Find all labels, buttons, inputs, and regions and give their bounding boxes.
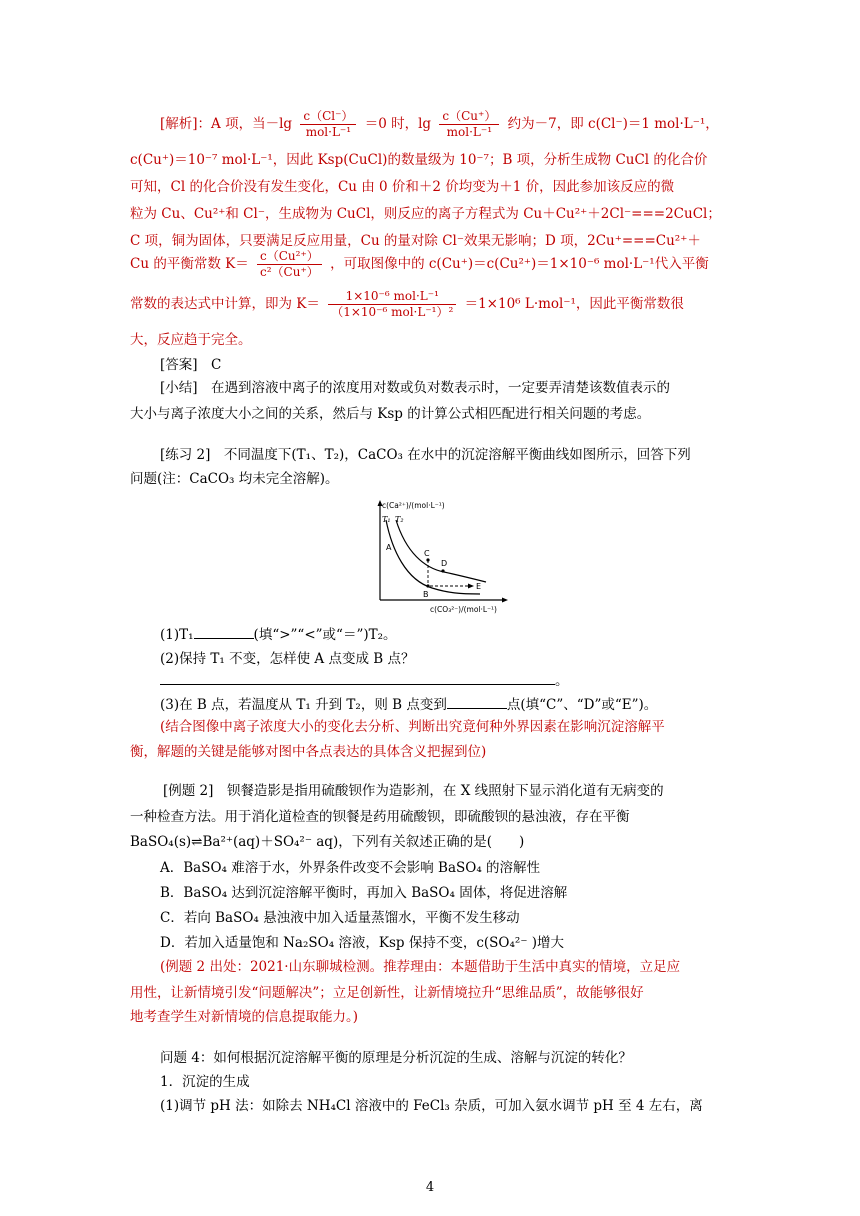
analysis-line-7 <box>130 289 730 320</box>
fraction-numerator: c（Cu²⁺） <box>257 249 322 265</box>
dashed-arrow <box>468 584 474 589</box>
example2-note-3: 地考查学生对新情境的信息提取能力。) <box>130 1009 359 1025</box>
label-b: B <box>423 590 429 599</box>
example2-line-2: 一种检查方法。用于消化道检查的钡餐是药用硫酸钡，即硫酸钡的悬浊液，存在平衡 <box>130 809 630 825</box>
fraction-numerator: c（Cl⁻） <box>300 109 356 125</box>
page-number: 4 <box>425 1180 435 1195</box>
example2-note-2: 用性，让新情境引发“问题解决”；立足创新性，让新情境拉升“思维品质”，故能够很好 <box>130 985 644 1001</box>
label-a: A <box>386 543 392 552</box>
answer-line: [答案] C <box>160 357 222 373</box>
x-axis-arrow <box>502 598 508 603</box>
fraction-k <box>257 249 322 280</box>
answer-blank[interactable] <box>194 624 254 639</box>
summary-line-1: [小结] 在遇到溶液中离子的浓度用对数或负对数表示时，一定要弄清楚该数值表示的 <box>160 380 671 396</box>
answer-blank-long[interactable] <box>160 670 555 685</box>
analysis-line-1 <box>160 109 760 140</box>
analysis-text: Cu 的平衡常数 K＝ <box>130 256 249 272</box>
answer-blank[interactable] <box>447 694 507 709</box>
analysis-line-3: 可知，Cl 的化合价没有发生变化，Cu 由 0 价和＋2 价均变为＋1 价，因此参加该反应的微 <box>130 179 675 195</box>
exercise2-question-2-answer <box>160 668 760 695</box>
analysis-text: ，可取图像中的 c(Cu⁺)＝c(Cu²⁺)＝1×10⁻⁶ mol·L⁻¹代入平衡 <box>330 256 709 272</box>
question-text: (3)在 B 点，若温度从 T₁ 升到 T₂，则 B 点变到 <box>160 697 447 713</box>
fraction-k-value <box>328 289 456 320</box>
analysis-line-5: C 项，铜为固体，只要满足反应用量，Cu 的量对除 Cl⁻效果无影响；D 项，2Cu⁺===Cu²⁺＋ <box>130 233 701 249</box>
analysis-text: 约为－7，即 c(Cl⁻)＝1 mol·L⁻¹， <box>507 116 719 132</box>
analysis-text: ＝0 时，lg <box>364 116 432 132</box>
analysis-line-2: c(Cu⁺)＝10⁻⁷ mol·L⁻¹，因此 Ksp(CuCl)的数量级为 10⁻⁷；B 项，分析生成物 CuCl 的化合价 <box>130 152 708 168</box>
point-c-dot <box>426 558 429 561</box>
example2-option-b: B．BaSO₄ 达到沉淀溶解平衡时，再加入 BaSO₄ 固体，将促进溶解 <box>160 885 568 901</box>
analysis-line-4: 粒为 Cu、Cu²⁺和 Cl⁻，生成物为 CuCl，则反应的离子方程式为 Cu＋Cu²⁺＋2Cl⁻===2CuCl； <box>130 206 721 222</box>
label-d: D <box>441 559 448 568</box>
example2-note-1: (例题 2 出处：2021·山东聊城检测。推荐理由：本题借助于生活中真实的情境，立足应 <box>160 959 681 975</box>
exercise2-line-2: 问题(注：CaCO₃ 均未完全溶解)。 <box>130 471 339 487</box>
question-text: (1)T₁ <box>160 627 194 643</box>
problem4-line-1: 问题 4：如何根据沉淀溶解平衡的原理是分析沉淀的生成、溶解与沉淀的转化？ <box>160 1050 632 1066</box>
problem4-line-3: (1)调节 pH 法：如除去 NH₄Cl 溶液中的 FeCl₃ 杂质，可加入氨水调节 pH 至 4 左右，离 <box>160 1098 703 1114</box>
exercise2-question-1 <box>160 622 760 649</box>
example2-line-3: BaSO₄(s)⇌Ba²⁺(aq)＋SO₄²⁻ aq)，下列有关叙述正确的是( ) <box>130 834 525 850</box>
example2-option-d: D．若加入适量饱和 Na₂SO₄ 溶液，Ksp 保持不变，c(SO₄²⁻ )增大 <box>160 935 565 951</box>
exercise2-note-2: 衡，解题的关键是能够对图中各点表达的具体含义把握到位) <box>130 744 487 760</box>
question-text: 。 <box>555 673 569 689</box>
fraction-denominator: （1×10⁻⁶ mol·L⁻¹）² <box>331 305 454 319</box>
y-axis-label: c(Ca²⁺)/(mol·L⁻¹) <box>382 501 445 510</box>
analysis-text: [解析]：A 项，当－lg <box>160 116 293 132</box>
point-d-dot <box>441 569 444 572</box>
solubility-curve-figure <box>368 494 512 616</box>
analysis-text: ＝1×10⁶ L·mol⁻¹，因此平衡常数很 <box>464 296 684 312</box>
label-e: E <box>476 582 482 591</box>
problem4-line-2: 1．沉淀的生成 <box>160 1074 250 1090</box>
fraction-denominator: c²（Cu⁺） <box>260 265 319 279</box>
example2-option-c: C．若向 BaSO₄ 悬浊液中加入适量蒸馏水，平衡不发生移动 <box>160 910 520 926</box>
x-axis-label: c(CO₃²⁻)/(mol·L⁻¹) <box>430 605 497 614</box>
label-t1: T₁ <box>382 515 391 524</box>
exercise2-line-1: [练习 2] 不同温度下(T₁、T₂)，CaCO₃ 在水中的沉淀溶解平衡曲线如图所示，回答下列 <box>160 447 691 463</box>
analysis-text: 常数的表达式中计算，即为 K＝ <box>130 296 320 312</box>
point-b-dot <box>426 584 429 587</box>
question-text: 点(填“C”、“D”或“E”)。 <box>506 697 658 713</box>
fraction-numerator: 1×10⁻⁶ mol·L⁻¹ <box>328 289 456 305</box>
fraction-denominator: mol·L⁻¹ <box>446 125 493 139</box>
analysis-line-8: 大，反应趋于完全。 <box>130 332 252 348</box>
example2-line-1: [例题 2] 钡餐造影是指用硫酸钡作为造影剂，在 X 线照射下显示消化道有无病变的 <box>163 783 664 799</box>
analysis-line-6 <box>130 249 730 280</box>
label-c: C <box>424 549 430 558</box>
summary-line-2: 大小与离子浓度大小之间的关系，然后与 Ksp 的计算公式相匹配进行相关问题的考虑。 <box>130 406 651 422</box>
exercise2-question-2: (2)保持 T₁ 不变，怎样使 A 点变成 B 点？ <box>160 651 415 667</box>
question-text: (填“>”“<”或“＝”)T₂。 <box>253 627 397 643</box>
fraction-cl <box>300 109 356 140</box>
label-t2: T₂ <box>395 515 404 524</box>
fraction-cu <box>439 109 499 140</box>
example2-option-a: A．BaSO₄ 难溶于水，外界条件改变不会影响 BaSO₄ 的溶解性 <box>160 860 541 876</box>
fraction-denominator: mol·L⁻¹ <box>305 125 352 139</box>
exercise2-note-1: (结合图像中离子浓度大小的变化去分析、判断出究竟何种外界因素在影响沉淀溶解平 <box>160 719 665 735</box>
fraction-numerator: c（Cu⁺） <box>439 109 499 125</box>
